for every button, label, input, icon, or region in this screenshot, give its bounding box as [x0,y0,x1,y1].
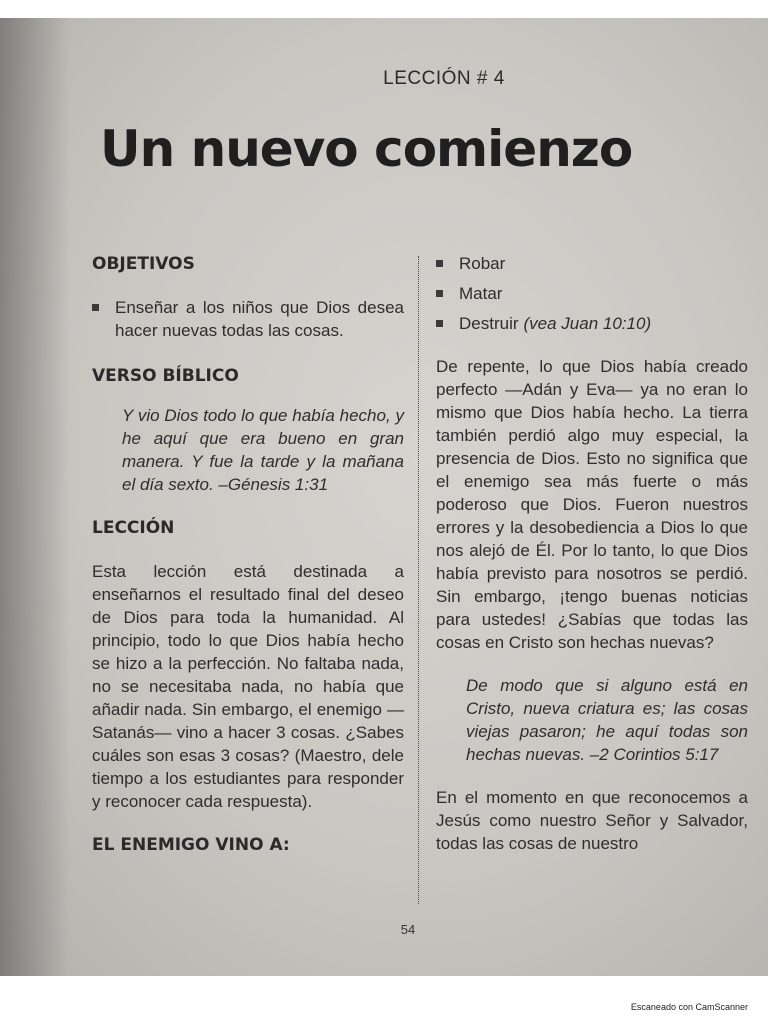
quote-text: De modo que si alguno está en Cristo, nueva criatura es; las cosas viejas pasaron; he aquí todas son hechas nuevas. –2 Corintios 5:17 [466,676,748,764]
paragraph-1: De repente, lo que Dios había creado perfecto —Adán y Eva— ya no eran lo mismo que Dios había hecho. La tierra también perdió algo muy especial, la presencia de Dios. Esto no significa que el enemigo sea más fuerte o más poderoso que Dios. Fueron nuestros errores y la desobediencia a Dios lo que nos alejó de Él. Por lo tanto, lo que Dios había previsto para nosotros se perdió. Sin embargo, ¡tengo buenas noticias para ustedes! ¿Sabías que todas las cosas en Cristo son hechas nuevas? [436,357,748,652]
lesson-label: LECCIÓN # 4 [383,68,505,89]
enemy-list-item [436,252,748,275]
verse-heading: VERSO BÍBLICO [92,366,239,386]
scanner-watermark: Escaneado con CamScanner [630,1002,748,1012]
verse-text: Y vio Dios todo lo que había hecho, y he aquí que era bueno en gran manera. Y fue la tarde y la mañana el día sexto. –Génesis 1:31 [122,406,404,494]
enemy-heading: EL ENEMIGO VINO A: [92,835,290,855]
square-bullet-icon [436,320,443,327]
page-title: Un nuevo comienzo [100,120,633,178]
right-column [436,252,748,855]
page-number: 54 [400,922,416,937]
enemy-list-text: Matar [459,284,503,303]
enemy-list-text: Robar [459,254,506,273]
left-column [92,254,404,855]
enemy-list-item [436,312,748,335]
objective-text: Enseñar a los niños que Dios desea hacer nuevas todas las cosas. [115,298,404,340]
page-edge-shadow [0,18,70,976]
objective-item [92,296,404,342]
square-bullet-icon [436,290,443,297]
paragraph-2: En el momento en que reconocemos a Jesús como nuestro Señor y Salvador, todas las cosas de nuestro [436,788,748,853]
square-bullet-icon [92,304,99,311]
lesson-heading: LECCIÓN [92,518,175,538]
column-divider [418,256,419,904]
enemy-list-item [436,282,748,305]
square-bullet-icon [436,260,443,267]
objectives-heading: OBJETIVOS [92,254,195,274]
enemy-list-reference: (vea Juan 10:10) [523,314,652,333]
scanned-page [0,18,768,976]
lesson-text: Esta lección está destinada a enseñarnos el resultado final del deseo de Dios para toda la humanidad. Al principio, todo lo que Dios había hecho se hizo a la perfección. No faltaba nada, no se necesitaba nada, no había que añadir nada. Sin embargo, el enemigo —Satanás— vino a hacer 3 cosas. ¿Sabes cuáles son esas 3 cosas? (Maestro, dele tiempo a los estudiantes para responder y reconocer cada respuesta). [92,562,404,811]
enemy-list-text: Destruir [459,314,519,333]
